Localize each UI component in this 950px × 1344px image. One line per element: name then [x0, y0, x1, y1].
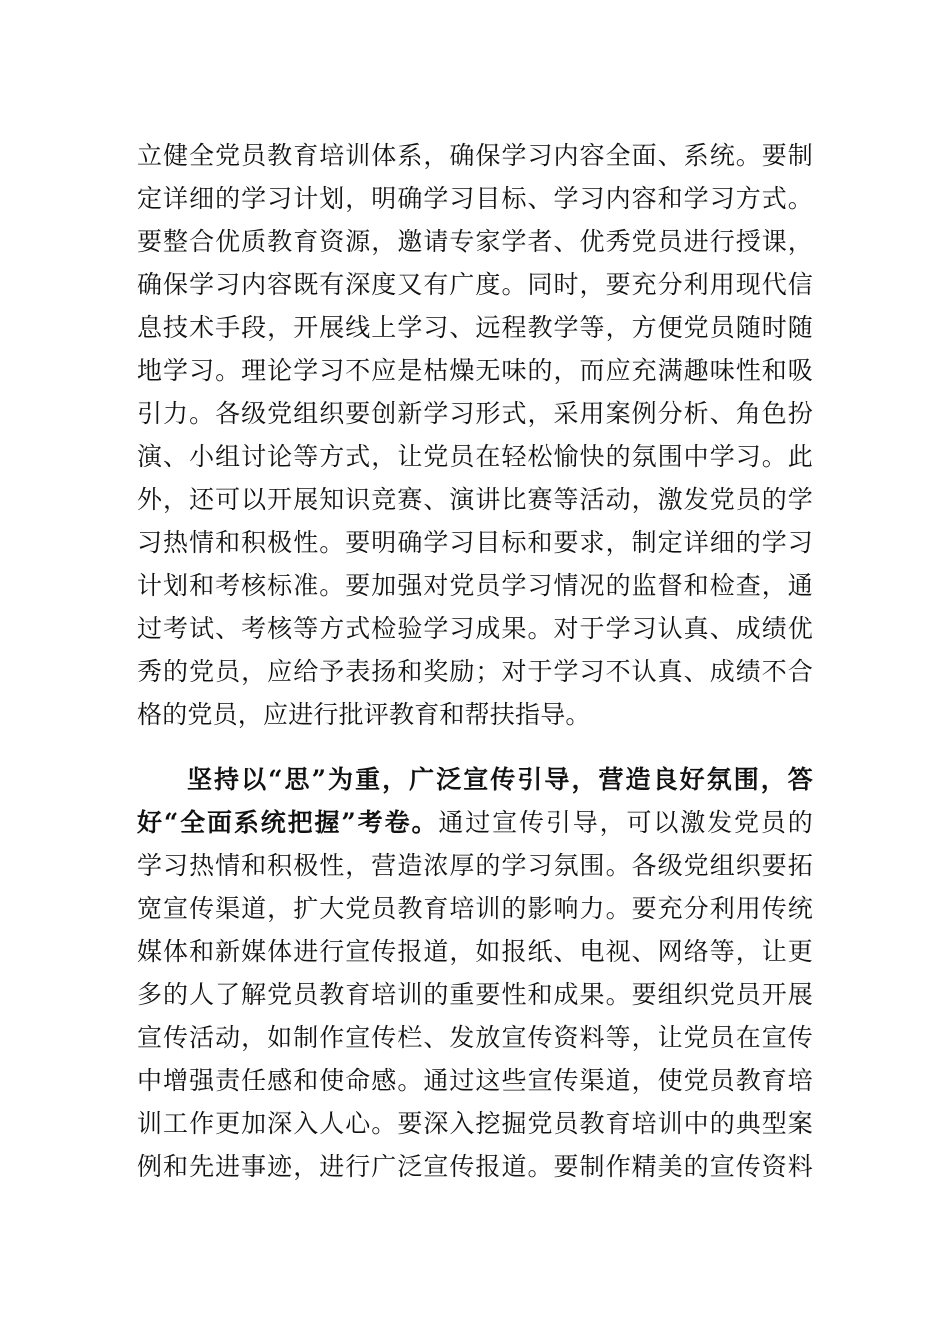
text-line: 习热情和积极性。要明确学习目标和要求，制定详细的学习	[137, 528, 813, 557]
paragraph-education-system	[137, 134, 813, 736]
text-line: 宽宣传渠道，扩大党员教育培训的影响力。要充分利用传统	[137, 894, 813, 923]
paragraph-heading-line: 坚持以“思”为重，广泛宣传引导，营造良好氛围，答	[187, 765, 813, 794]
text-line: 地学习。理论学习不应是枯燥无味的，而应充满趣味性和吸	[137, 356, 813, 385]
text-line: 确保学习内容既有深度又有广度。同时，要充分利用现代信	[137, 270, 813, 299]
text-line-rest: 通过宣传引导，可以激发党员的	[438, 808, 813, 837]
paragraph-publicity-guidance	[137, 758, 813, 1188]
text-line: 例和先进事迹，进行广泛宣传报道。要制作精美的宣传资料	[137, 1152, 813, 1181]
text-line-mixed	[137, 801, 813, 844]
text-line: 要整合优质教育资源，邀请专家学者、优秀党员进行授课，	[137, 227, 813, 256]
text-line: 格的党员，应进行批评教育和帮扶指导。	[137, 700, 591, 729]
text-line: 训工作更加深入人心。要深入挖掘党员教育培训中的典型案	[137, 1109, 813, 1138]
text-line: 引力。各级党组织要创新学习形式，采用案例分析、角色扮	[137, 399, 813, 428]
text-line: 秀的党员，应给予表扬和奖励；对于学习不认真、成绩不合	[137, 657, 813, 686]
text-line: 立健全党员教育培训体系，确保学习内容全面、系统。要制	[137, 141, 813, 170]
text-line: 演、小组讨论等方式，让党员在轻松愉快的氛围中学习。此	[137, 442, 813, 471]
text-line: 中增强责任感和使命感。通过这些宣传渠道，使党员教育培	[137, 1066, 813, 1095]
text-line: 多的人了解党员教育培训的重要性和成果。要组织党员开展	[137, 980, 813, 1009]
text-line: 媒体和新媒体进行宣传报道，如报纸、电视、网络等，让更	[137, 937, 813, 966]
text-line: 息技术手段，开展线上学习、远程教学等，方便党员随时随	[137, 313, 813, 342]
text-line: 定详细的学习计划，明确学习目标、学习内容和学习方式。	[137, 184, 813, 213]
text-line: 过考试、考核等方式检验学习成果。对于学习认真、成绩优	[137, 614, 813, 643]
paragraph-heading-tail: 好“全面系统把握”考卷。	[137, 808, 439, 837]
text-line: 学习热情和积极性，营造浓厚的学习氛围。各级党组织要拓	[137, 851, 813, 880]
text-line: 外，还可以开展知识竞赛、演讲比赛等活动，激发党员的学	[137, 485, 813, 514]
text-line: 宣传活动，如制作宣传栏、发放宣传资料等，让党员在宣传	[137, 1023, 813, 1052]
text-line: 计划和考核标准。要加强对党员学习情况的监督和检查，通	[137, 571, 813, 600]
